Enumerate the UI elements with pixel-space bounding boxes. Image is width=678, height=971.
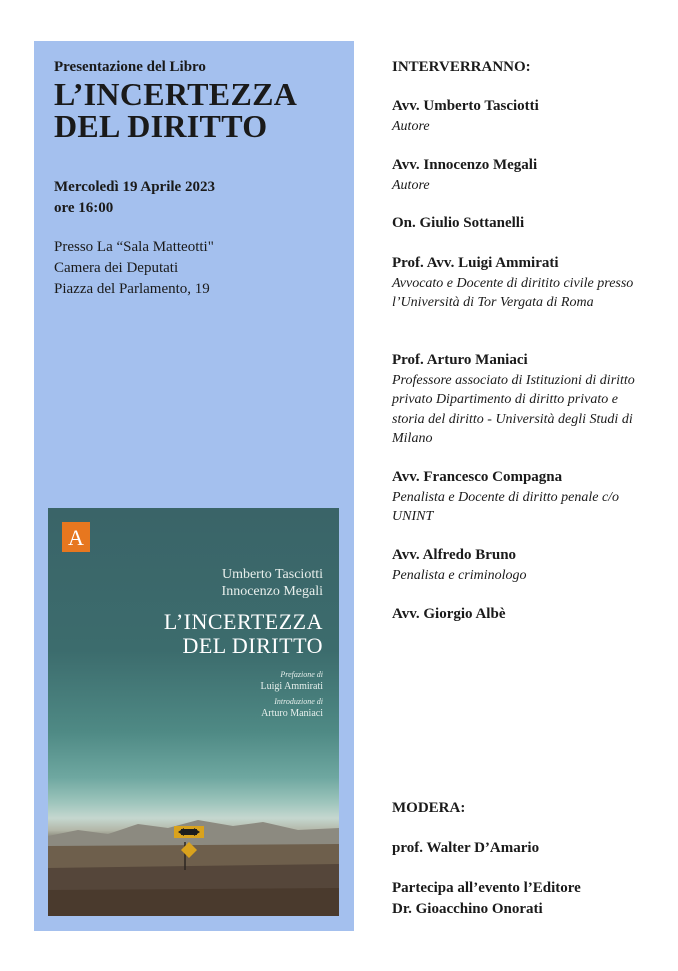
venue-line-3: Piazza del Parlamento, 19	[54, 281, 210, 297]
presentation-label: Presentazione del Libro	[54, 59, 206, 75]
speaker-7	[392, 546, 654, 585]
event-venue	[54, 237, 214, 300]
speaker-role: Penalista e criminologo	[392, 567, 527, 583]
event-info-panel	[34, 41, 354, 931]
speaker-1	[392, 97, 654, 136]
book-title-line-1: L’INCERTEZZA	[163, 609, 323, 634]
book-author-2: Innocenzo Megali	[221, 584, 323, 599]
book-authors	[222, 566, 323, 600]
speaker-role: Penalista e Docente di diritto penale c/o UNINT	[392, 489, 620, 524]
intro-author: Arturo Maniaci	[261, 708, 323, 719]
publisher-logo	[62, 522, 90, 552]
book-author-1: Umberto Tasciotti	[221, 567, 323, 582]
speaker-name: Avv. Umberto Tasciotti	[392, 98, 539, 114]
publisher-logo-letter: A	[68, 525, 84, 550]
speaker-role: Autore	[392, 177, 430, 193]
intro-label: Introduzione di	[274, 697, 323, 706]
preface-author: Luigi Ammirati	[260, 681, 323, 692]
speaker-name: Avv. Francesco Compagna	[392, 469, 563, 485]
book-title-line-2: DEL DIRITTO	[182, 633, 323, 658]
editor-line-1: Partecipa all’evento l’Editore	[392, 880, 581, 896]
venue-line-1: Presso La “Sala Matteotti"	[54, 239, 214, 255]
speaker-name: Prof. Avv. Luigi Ammirati	[392, 255, 559, 271]
speaker-4	[392, 254, 654, 313]
book-cover-title	[164, 610, 323, 658]
desert-landscape	[48, 806, 339, 916]
moderator-heading: MODERA:	[392, 800, 466, 816]
speakers-heading: INTERVERRANNO:	[392, 59, 531, 75]
venue-line-2: Camera dei Deputati	[54, 260, 179, 276]
event-datetime	[54, 177, 215, 219]
speaker-3	[392, 214, 654, 234]
editor-note	[392, 878, 581, 920]
event-title-line-2: DEL DIRITTO	[54, 108, 268, 144]
speaker-2	[392, 156, 654, 195]
speaker-role: Avvocato e Docente di diritito civile presso l’Università di Tor Vergata di Roma	[392, 275, 634, 310]
event-time: ore 16:00	[54, 200, 114, 216]
speaker-name: Avv. Alfredo Bruno	[392, 547, 517, 563]
event-title	[54, 78, 297, 142]
speaker-8	[392, 605, 654, 625]
speaker-6	[392, 468, 654, 527]
speaker-name: Avv. Giorgio Albè	[392, 606, 506, 622]
speaker-5	[392, 351, 654, 449]
event-date: Mercoledì 19 Aprile 2023	[54, 179, 215, 195]
book-credits	[261, 670, 324, 724]
moderator-name: prof. Walter D’Amario	[392, 840, 540, 856]
speaker-role: Autore	[392, 118, 430, 134]
editor-line-2: Dr. Gioacchino Onorati	[392, 901, 543, 917]
book-cover-image	[48, 508, 339, 916]
event-title-line-1: L’INCERTEZZA	[54, 76, 298, 112]
speaker-name: Avv. Innocenzo Megali	[392, 157, 538, 173]
speaker-name: Prof. Arturo Maniaci	[392, 352, 528, 368]
speaker-name: On. Giulio Sottanelli	[392, 215, 525, 231]
speaker-role: Professore associato di Istituzioni di diritto privato Dipartimento di diritto privato e storia del diritto - Università degli Studi di Milano	[392, 372, 635, 446]
preface-label: Prefazione di	[280, 670, 323, 679]
